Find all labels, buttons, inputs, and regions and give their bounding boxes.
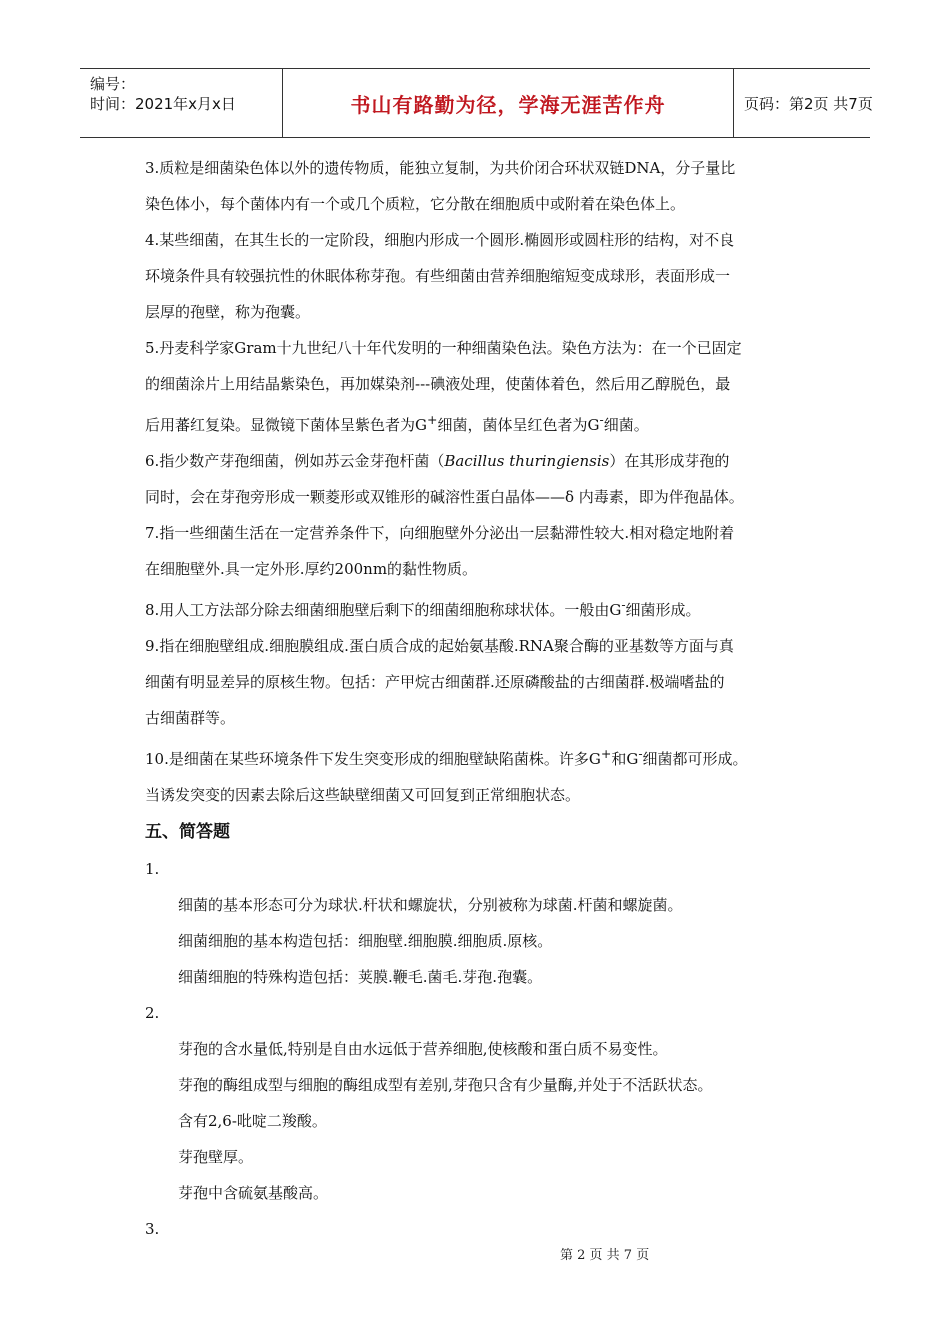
answer-9-line-3: 古细菌群等。	[145, 709, 236, 727]
question-2-line: 含有2,6-吡啶二羧酸。	[178, 1112, 327, 1130]
section-title: 五、简答题	[145, 822, 230, 842]
document-body	[145, 150, 810, 1247]
superscript: +	[600, 746, 612, 761]
question-1-line: 细菌的基本形态可分为球状.杆状和螺旋状，分别被称为球菌.杆菌和螺旋菌。	[178, 896, 683, 914]
time-label: 时间：2021年x月x日	[90, 95, 236, 113]
answer-4-line-1: 4.某些细菌，在其生长的一定阶段，细胞内形成一个圆形.椭圆形或圆柱形的结构，对不良	[145, 231, 735, 249]
text-span: 细菌。	[603, 416, 649, 434]
answer-3-line-1: 3.质粒是细菌染色体以外的遗传物质，能独立复制，为共价闭合环状双链DNA，分子量比	[145, 159, 736, 177]
answer-10-line-2: 当诱发突变的因素去除后这些缺壁细菌又可回复到正常细胞状态。	[145, 786, 581, 804]
text-span: 后用蕃红复染。显微镜下菌体呈紫色者为G	[145, 416, 427, 434]
answer-6-line-1	[145, 443, 810, 479]
header-page-cell	[734, 69, 873, 137]
answer-9-line-2: 细菌有明显差异的原核生物。包括：产甲烷古细菌群.还原磷酸盐的古细菌群.极端嗜盐的	[145, 673, 725, 691]
question-1-line: 细菌细胞的基本构造包括：细胞壁.细胞膜.细胞质.原核。	[178, 932, 553, 950]
answer-5-line-2: 的细菌涂片上用结晶紫染色，再加媒染剂---碘液处理，使菌体着色，然后用乙醇脱色，最	[145, 375, 731, 393]
question-2-line: 芽孢壁厚。	[178, 1148, 254, 1166]
answer-5-line-1: 5.丹麦科学家Gram十九世纪八十年代发明的一种细菌染色法。染色方法为：在一个已固定	[145, 339, 742, 357]
answer-9-line-1: 9.指在细胞壁组成.细胞膜组成.蛋白质合成的起始氨基酸.RNA聚合酶的亚基数等方面与真	[145, 637, 734, 655]
latin-name: Bacillus thuringiensis	[444, 452, 610, 470]
page-header	[80, 68, 873, 138]
superscript: -	[621, 597, 626, 612]
answer-4-line-3: 层厚的孢壁，称为孢囊。	[145, 303, 311, 321]
answer-6-line-2: 同时，会在芽孢旁形成一颗菱形或双锥形的碱溶性蛋白晶体——δ 内毒素，即为伴孢晶体。	[145, 488, 744, 506]
text-span: 6.指少数产芽孢细菌，例如苏云金芽孢杆菌（	[145, 452, 445, 470]
question-1-number: 1.	[145, 860, 160, 878]
page-footer: 第 2 页 共 7 页	[560, 1248, 650, 1263]
answer-5-line-3	[145, 402, 810, 443]
text-span: 细菌都可形成。	[642, 750, 748, 768]
header-motto: 书山有路勤为径，学海无涯苦作舟	[350, 93, 666, 117]
answer-7-line-1: 7.指一些细菌生活在一定营养条件下，向细胞壁外分泌出一层黏滞性较大.相对稳定地附着	[145, 524, 735, 542]
superscript: -	[638, 746, 643, 761]
question-3-number: 3.	[145, 1220, 160, 1238]
number-label: 编号：	[90, 75, 136, 93]
question-2-line: 芽孢中含硫氨基酸高。	[178, 1184, 329, 1202]
header-motto-cell	[283, 69, 734, 137]
page-info: 页码：第2页 共7页	[744, 95, 873, 113]
text-span: ）在其形成芽孢的	[609, 452, 730, 470]
answer-10-line-1	[145, 736, 810, 777]
answer-4-line-2: 环境条件具有较强抗性的休眠体称芽孢。有些细菌由营养细胞缩短变成球形，表面形成一	[145, 267, 731, 285]
superscript: +	[426, 412, 438, 427]
question-2-line: 芽孢的酶组成型与细胞的酶组成型有差别,芽孢只含有少量酶,并处于不活跃状态。	[178, 1076, 713, 1094]
answer-7-line-2: 在细胞壁外.具一定外形.厚约200nm的黏性物质。	[145, 560, 478, 578]
answer-3-line-2: 染色体小，每个菌体内有一个或几个质粒，它分散在细胞质中或附着在染色体上。	[145, 195, 686, 213]
question-2-line: 芽孢的含水量低,特别是自由水远低于营养细胞,使核酸和蛋白质不易变性。	[178, 1040, 668, 1058]
text-span: 细菌，菌体呈红色者为G	[437, 416, 600, 434]
text-span: 10.是细菌在某些环境条件下发生突变形成的细胞壁缺陷菌株。许多G	[145, 750, 601, 768]
answer-8-line-1	[145, 587, 810, 628]
text-span: 和G	[611, 750, 639, 768]
question-2-number: 2.	[145, 1004, 160, 1022]
text-span: 8.用人工方法部分除去细菌细胞壁后剩下的细菌细胞称球状体。一般由G	[145, 601, 622, 619]
header-meta-cell	[80, 69, 283, 137]
question-1-line: 细菌细胞的特殊构造包括：荚膜.鞭毛.菌毛.芽孢.孢囊。	[178, 968, 543, 986]
text-span: 细菌形成。	[625, 601, 701, 619]
superscript: -	[599, 412, 604, 427]
